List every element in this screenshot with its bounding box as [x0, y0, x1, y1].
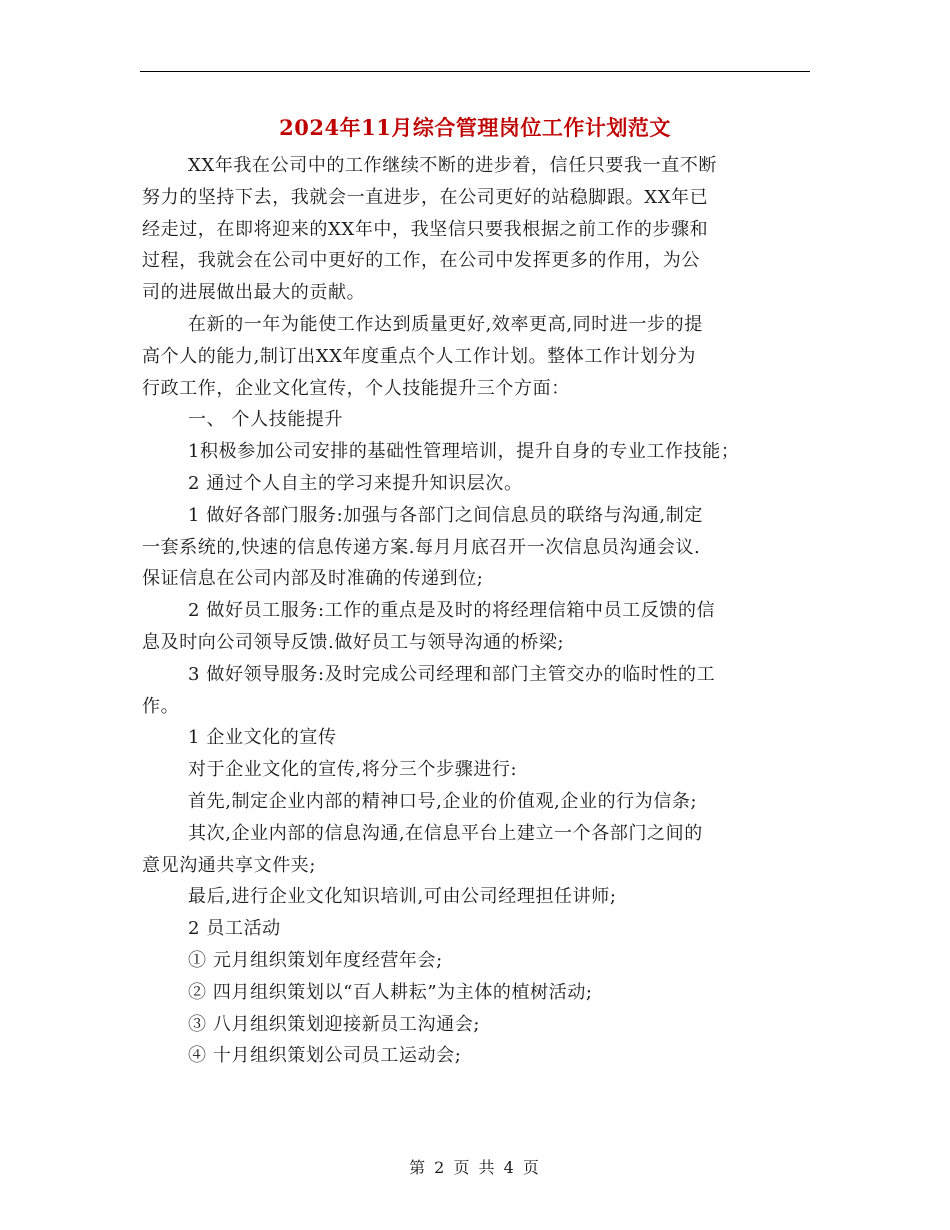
document-title: 2024年11月综合管理岗位工作计划范文 [279, 115, 671, 140]
list-item: 3 做好领导服务:及时完成公司经理和部门主管交办的临时性的工 [188, 663, 716, 685]
paragraph-line: 意见沟通共享文件夹; [142, 854, 317, 876]
paragraph-line: 行政工作，企业文化宣传，个人技能提升三个方面： [142, 377, 570, 399]
list-item: 1 做好各部门服务:加强与各部门之间信息员的联络与沟通,制定 [188, 504, 703, 526]
paragraph-line: 作。 [142, 695, 180, 717]
list-item: 最后,进行企业文化知识培训,可由公司经理担任讲师; [188, 886, 617, 908]
document-body [142, 150, 810, 1072]
paragraph-line: 一套系统的,快速的信息传递方案.每月月底召开一次信息员沟通会议. [142, 536, 701, 558]
paragraph-line: 息及时向公司领导反馈.做好员工与领导沟通的桥梁; [142, 631, 565, 653]
header-rule [140, 71, 810, 72]
page-number: 第 2 页 共 4 页 [409, 1158, 541, 1177]
list-item: 首先,制定企业内部的精神口号,企业的价值观,企业的行为信条; [188, 790, 698, 812]
paragraph-line: 保证信息在公司内部及时准确的传递到位; [142, 568, 484, 590]
paragraph-line: 高个人的能力,制订出XX年度重点个人工作计划。整体工作计划分为 [142, 345, 696, 367]
section-heading: 一、 个人技能提升 [188, 409, 344, 431]
paragraph-line: 对于企业文化的宣传,将分三个步骤进行: [188, 759, 518, 781]
list-item: 1积极参加公司安排的基础性管理培训，提升自身的专业工作技能； [188, 441, 740, 463]
paragraph-line: 在新的一年为能使工作达到质量更好,效率更高,同时进一步的提 [188, 313, 703, 335]
list-item: ① 元月组织策划年度经营年会; [188, 949, 443, 971]
section-heading: 2 员工活动 [188, 918, 281, 940]
list-item: ④ 十月组织策划公司员工运动会; [188, 1045, 462, 1067]
paragraph-line: 过程，我就会在公司中更好的工作，在公司中发挥更多的作用，为公 [142, 250, 700, 272]
list-item: ② 四月组织策划以“百人耕耘”为主体的植树活动; [188, 981, 593, 1003]
list-item: 2 通过个人自主的学习来提升知识层次。 [188, 472, 523, 494]
paragraph-line: 努力的坚持下去，我就会一直进步，在公司更好的站稳脚跟。XX年已 [142, 186, 709, 208]
list-item: ③ 八月组织策划迎接新员工沟通会; [188, 1013, 480, 1035]
paragraph-line: 司的进展做出最大的贡献。 [142, 282, 366, 304]
list-item: 2 做好员工服务:工作的重点是及时的将经理信箱中员工反馈的信 [188, 600, 716, 622]
section-heading: 1 企业文化的宣传 [188, 727, 337, 749]
list-item: 其次,企业内部的信息沟通,在信息平台上建立一个各部门之间的 [188, 822, 703, 844]
paragraph-line: XX年我在公司中的工作继续不断的进步着，信任只要我一直不断 [188, 155, 718, 176]
paragraph-line: 经走过，在即将迎来的XX年中，我坚信只要我根据之前工作的步骤和 [142, 218, 709, 240]
